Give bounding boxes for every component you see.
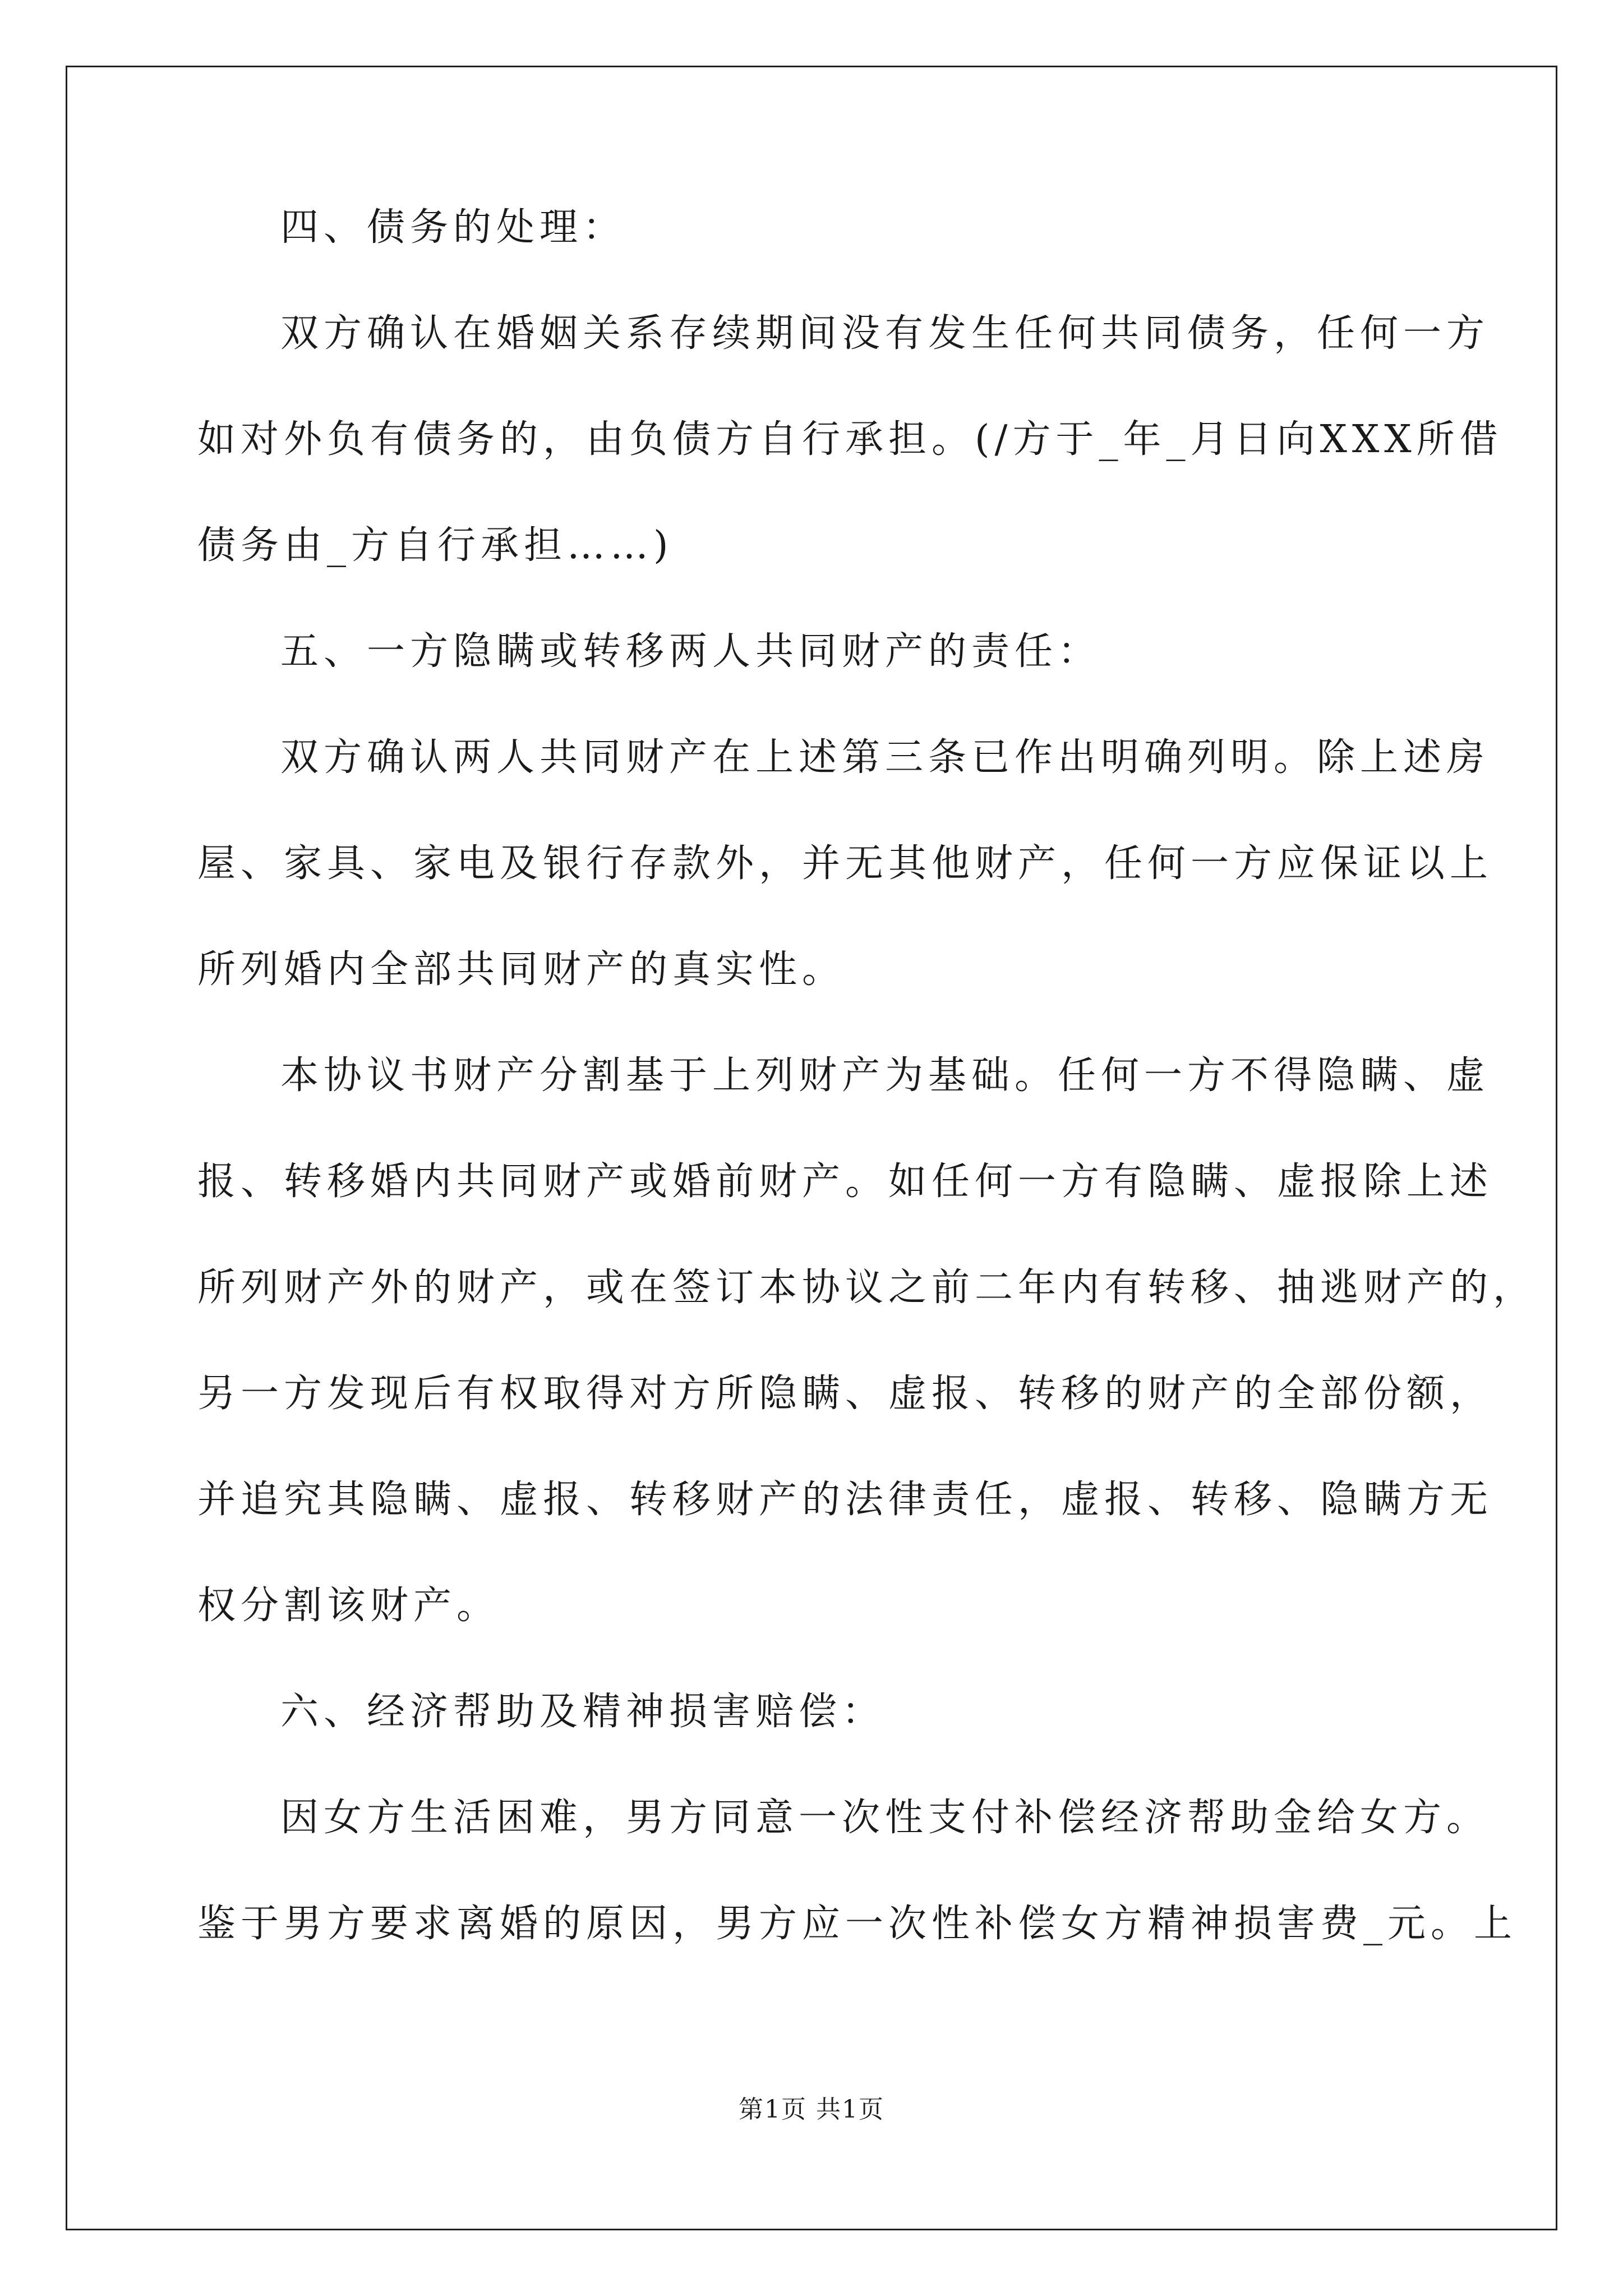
paragraph-line: 报、转移婚内共同财产或婚前财产。如任何一方有隐瞒、虚报除上述 xyxy=(197,1159,1493,1204)
paragraph-line: 另一方发现后有权取得对方所隐瞒、虚报、转移的财产的全部份额， xyxy=(197,1372,1493,1416)
paragraph-line: 因女方生活困难，男方同意一次性支付补偿经济帮助金给女方。 xyxy=(280,1796,1490,1840)
paragraph-line: 鉴于男方要求离婚的原因，男方应一次性补偿女方精神损害费_元。上 xyxy=(197,1902,1518,1946)
paragraph-line: 屋、家具、家电及银行存款外，并无其他财产，任何一方应保证以上 xyxy=(197,841,1493,886)
section-heading-compensation: 六、经济帮助及精神损害赔偿： xyxy=(280,1690,886,1734)
paragraph-line: 所列婚内全部共同财产的真实性。 xyxy=(197,947,846,992)
page-number-footer: 第1页 共1页 xyxy=(739,2095,884,2124)
paragraph-line: 所列财产外的财产，或在签订本协议之前二年内有转移、抽逃财产的， xyxy=(197,1266,1537,1310)
section-heading-debts: 四、债务的处理： xyxy=(280,205,626,250)
document-body xyxy=(197,202,1537,2004)
paragraph-line: 双方确认在婚姻关系存续期间没有发生任何共同债务，任何一方 xyxy=(280,311,1490,356)
paragraph-line: 权分割该财产。 xyxy=(197,1584,500,1628)
paragraph-line: 如对外负有债务的，由负债方自行承担。(/方于_年_月日向XXX所借 xyxy=(197,417,1503,462)
paragraph-line: 双方确认两人共同财产在上述第三条已作出明确列明。除上述房 xyxy=(280,735,1490,780)
paragraph-line: 并追究其隐瞒、虚报、转移财产的法律责任，虚报、转移、隐瞒方无 xyxy=(197,1478,1493,1522)
paragraph-line: 债务由_方自行承担……) xyxy=(197,523,674,568)
section-heading-concealment: 五、一方隐瞒或转移两人共同财产的责任： xyxy=(280,629,1101,674)
paragraph-line: 本协议书财产分割基于上列财产为基础。任何一方不得隐瞒、虚 xyxy=(280,1053,1490,1098)
